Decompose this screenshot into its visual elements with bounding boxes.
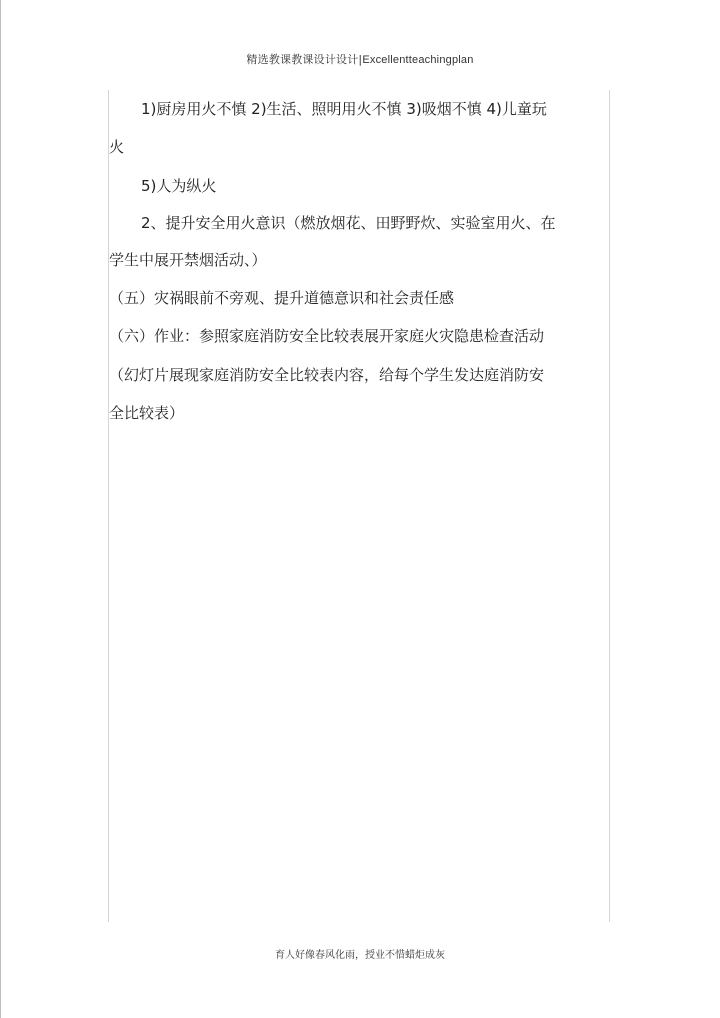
body-line-5: 学生中展开禁烟活动、） (109, 251, 267, 269)
body-line-8: （幻灯片展现家庭消防安全比较表内容，给每个学生发达庭消防安 (109, 366, 545, 384)
header-title-cn: 精选教课教课设计设计 (246, 53, 359, 66)
page-left-edge (0, 0, 1, 1018)
header-title-en: Excellentteachingplan (362, 54, 474, 66)
body-line-9: 全比较表） (109, 404, 185, 422)
body-line-7: （六）作业：参照家庭消防安全比较表展开家庭火灾隐患检查活动 (109, 327, 545, 345)
body-line-3: 5)人为纵火 (141, 177, 217, 195)
frame-left-border (108, 90, 109, 922)
body-line-1: 1)厨房用火不慎 2)生活、照明用火不慎 3)吸烟不慎 4)儿童玩 (141, 100, 547, 118)
body-line-4: 2、提升安全用火意识（燃放烟花、田野野炊、实验室用火、在 (141, 214, 556, 232)
body-line-2: 火 (109, 138, 125, 156)
header-separator: | (358, 53, 363, 66)
body-line-6: （五）灾祸眼前不旁观、提升道德意识和社会责任感 (109, 289, 455, 307)
page-header (0, 51, 720, 67)
page-footer: 育人好像春风化雨，授业不惜蜡炬成灰 (275, 950, 445, 961)
frame-right-border (609, 90, 610, 922)
